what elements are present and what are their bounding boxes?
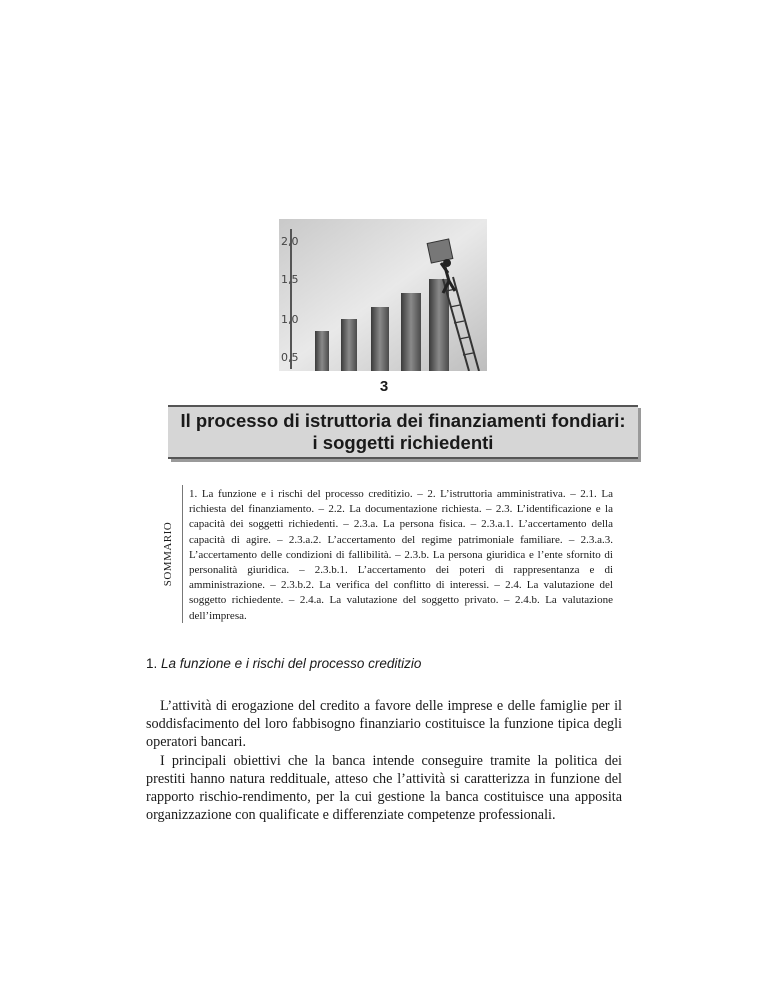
summary-divider [182,485,183,623]
section-title: La funzione e i rischi del processo creditizio [161,656,422,671]
paragraph: L’attività di erogazione del credito a favore delle imprese e delle famiglie per il soddisfacimento del loro fabbisogno finanziario costituisce la funzione tipica degli operatori bancari. [146,698,622,751]
chart-climber-illustration-icon [279,219,487,371]
axis-label: 1,5 [281,273,299,286]
axis-label: 2,0 [281,235,299,248]
chapter-title-line: Il processo di istruttoria dei finanziamenti fondiari: [180,410,626,431]
summary-label-text: SOMMARIO [162,521,174,587]
chapter-illustration [279,219,487,371]
axis-label: 0,5 [281,351,299,364]
section-heading [146,656,421,671]
chapter-title [168,405,638,459]
paragraph: I principali obiettivi che la banca intende conseguire tramite la politica dei prestiti hanno natura reddituale, atteso che l’attività si caratterizza in funzione del rapporto rischio-rendimento, per la cui gestione la banca costituisce una apposita organizzazione con qualificate e differenziate competenze professionali. [146,752,622,824]
summary-text: 1. La funzione e i rischi del processo creditizio. – 2. L’istruttoria amministrativa. – 2.1. La richiesta del finanziamento. – 2.2. La documentazione richiesta. – 2.3. L’identificazione e la capacità dei soggetti richiedenti. – 2.3.a. La persona fisica. – 2.3.a.1. L’accertamento della capacità di agire. – 2.3.a.2. L’accertamento del regime patrimoniale familiare. – 2.3.a.3. L’accertamento delle condizioni di fallibilità. – 2.3.b. La persona giuridica e l’ente sfornito di personalità giuridica. – 2.3.b.1. L’accertamento dei poteri di rappresentanza e di amministrazione. – 2.3.b.2. La verifica del conflitto di interessi. – 2.4. La valutazione del soggetto richiedente. – 2.4.a. La valutazione del soggetto privato. – 2.4.b. La valutazione dell’impresa. [189,488,613,622]
chapter-number: 3 [379,378,389,395]
section-number: 1. [146,656,158,671]
summary-label [154,485,182,623]
body-text [146,697,622,824]
chapter-title-line: i soggetti richiedenti [312,432,494,453]
axis-label: 1,0 [281,313,299,326]
